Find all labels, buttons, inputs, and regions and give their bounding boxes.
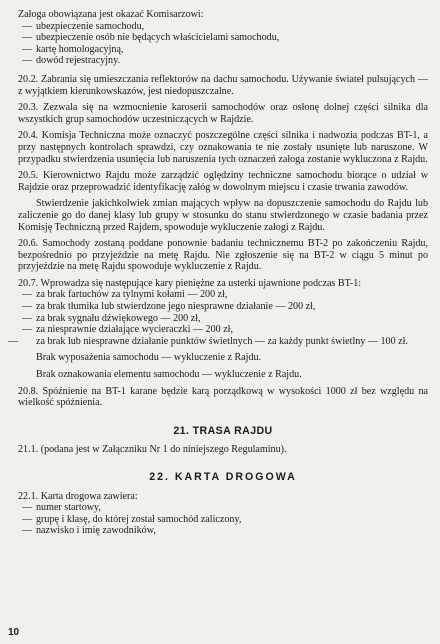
paragraph-20-5-continued: Stwierdzenie jakichkolwiek zmian mających wpływ na dopuszczenie samochodu do Rajdu lub zaliczenie go do danej klasy lub grupy w stosunku do stanu stwierdzonego w czasie badania przez Komisję Techniczną przed Rajdem, spowoduje wykluczenie załogi z Rajdu.: [18, 198, 428, 233]
list-item: — kartę homologacyjną,: [22, 43, 124, 55]
intro-text: Załoga obowiązana jest okazać Komisarzowi:: [18, 9, 204, 20]
list-item: — numer startowy,: [22, 502, 101, 514]
list-item: — nazwisko i imię zawodników,: [22, 525, 156, 537]
section-heading-22: 22. KARTA DROGOWA: [149, 471, 297, 483]
paragraph-20-8: 20.8. Spóźnienie na BT-1 karane będzie karą porządkową w wysokości 1000 zł bez względu na wielkość spóźnienia.: [18, 385, 428, 409]
list-item: — za brak sygnału dźwiękowego — 200 zł,: [22, 312, 201, 324]
list-item: — za brak tłumika lub stwierdzone jego niesprawne działanie — 200 zł,: [22, 301, 316, 313]
page-number: 10: [8, 627, 20, 638]
list-item: — ubezpieczenie osób nie będących właścicielami samochodu,: [22, 32, 280, 44]
list-item: — za brak fartuchów za tylnymi kołami — 200 zł,: [22, 289, 228, 301]
paragraph-20-4: 20.4. Komisja Techniczna może oznaczyć poszczególne części silnika i nadwozia podczas BT-1, a przy następnych kontrolach sprawdzi, czy oznakowania te nie zostały usunięte lub naruszone. W przypadku stwierdzenia usunięcia lub naruszenia tych oznaczeń załoga zostanie wykluczona z Rajdu.: [18, 130, 428, 165]
intro-list: [18, 21, 428, 67]
paragraph-20-5: 20.5. Kierownictwo Rajdu może zarządzić oględziny techniczne samochodu biorące o udział w Rajdzie oraz przeprowadzić identyfikację załóg w dowolnym miejscu i czasie trwania zawodów.: [18, 170, 428, 193]
list-item: — ubezpieczenie samochodu,: [22, 20, 145, 32]
paragraph-22-1: 22.1. Karta drogowa zawiera:: [18, 490, 138, 502]
exclusion-equipment: Brak wyposażenia samochodu — wykluczenie z Rajdu.: [36, 352, 262, 364]
list-item: — dowód rejestracyjny.: [22, 55, 120, 67]
list-item: — grupę i klasę, do której został samochód zaliczony,: [22, 513, 242, 525]
list-item: — za niesprawnie działające wycieraczki — 200 zł,: [22, 324, 234, 336]
paragraph-20-7: 20.7. Wprowadza się następujące kary pieniężne za usterki ujawnione podczas BT-1:: [18, 277, 362, 289]
section-heading-21: 21. TRASA RAJDU: [173, 424, 273, 437]
paragraph-20-2: 20.2. Zabrania się umieszczania reflektorów na dachu samochodu. Używanie świateł pulsujących — z wyjątkiem kierunkowskazów, jest niedopuszczalne.: [18, 73, 428, 97]
paragraph-21-1: 21.1. (podana jest w Załączniku Nr 1 do niniejszego Regulaminu).: [18, 444, 287, 456]
exclusion-marking: Brak oznakowania elementu samochodu — wykluczenie z Rajdu.: [36, 369, 302, 381]
list-item: — za brak lub niesprawne działanie punktów świetlnych — za każdy punkt świetlny — 100 zł.: [8, 335, 408, 347]
card-contents-list: [18, 502, 428, 537]
penalties-list: [8, 289, 428, 347]
paragraph-20-3: 20.3. Zezwala się na wzmocnienie karoserii samochodów oraz osłonę dolnej części silnika dla wszystkich grup samochodów uczestniczących w Rajdzie.: [18, 102, 428, 125]
paragraph-20-6: 20.6. Samochody zostaną poddane ponownie badaniu technicznemu BT-2 po zakończeniu Rajdu, bezpośrednio po przyjeździe na metę Rajdu. Nie zgłoszenie się na BT-2 w ciągu 5 minut po przyjeździe na metę Rajdu spowoduje wykluczenie z Rajdu.: [18, 238, 428, 273]
